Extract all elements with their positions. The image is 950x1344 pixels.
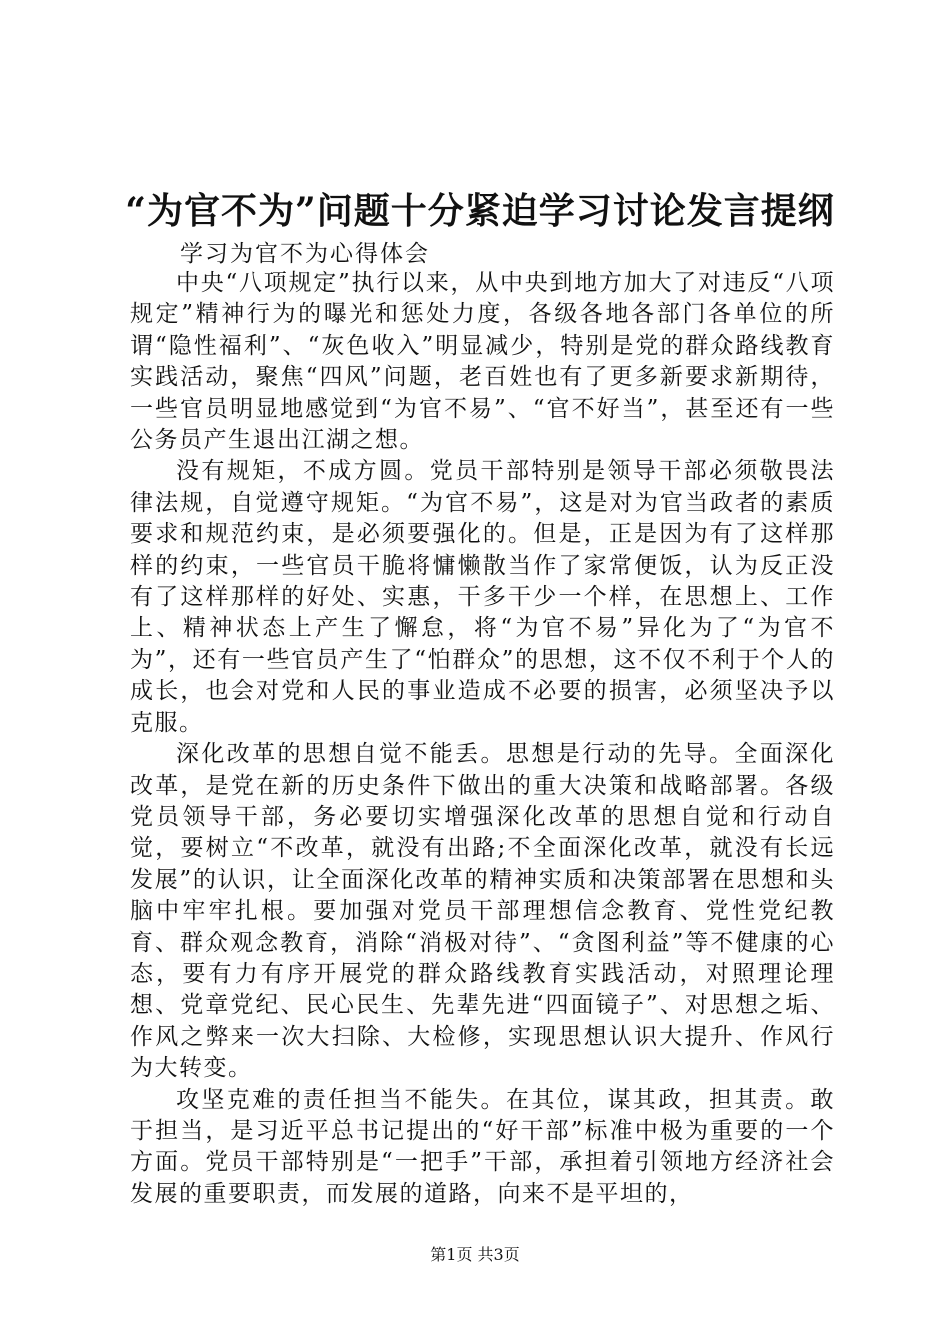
paragraph-2: 没有规矩，不成方圆。党员干部特别是领导干部必须敬畏法律法规，自觉遵守规矩。“为官不易”，这是对为官当政者的素质要求和规范约束，是必须要强化的。但是，正是因为有了这样那样的约束，一些官员干脆将慵懒散当作了家常便饭，认为反正没有了这样那样的好处、实惠，干多干少一个样，在思想上、工作上、精神状态上产生了懈怠，将“为官不易”异化为了“为官不为”，还有一些官员产生了“怕群众”的思想，这不仅不利于个人的成长，也会对党和人民的事业造成不必要的损害，必须坚决予以克服。 (130, 458, 835, 736)
document-subtitle: 学习为官不为心得体会 (180, 241, 430, 267)
paragraph-1: 中央“八项规定”执行以来，从中央到地方加大了对违反“八项规定”精神行为的曝光和惩处力度，各级各地各部门各单位的所谓“隐性福利”、“灰色收入”明显减少，特别是党的群众路线教育实践活动，聚焦“四风”问题，老百姓也有了更多新要求新期待，一些官员明显地感觉到“为官不易”、“官不好当”，甚至还有一些公务员产生退出江湖之想。 (130, 270, 835, 454)
document-body (130, 268, 835, 1210)
paragraph-3: 深化改革的思想自觉不能丢。思想是行动的先导。全面深化改革，是党在新的历史条件下做出的重大决策和战略部署。各级党员领导干部，务必要切实增强深化改革的思想自觉和行动自觉，要树立“不改革，就没有出路;不全面深化改革，就没有长远发展”的认识，让全面深化改革的精神实质和决策部署在思想和头脑中牢牢扎根。要加强对党员干部理想信念教育、党性党纪教育、群众观念教育，消除“消极对待”、“贪图利益”等不健康的心态，要有力有序开展党的群众路线教育实践活动，对照理论理想、党章党纪、民心民生、先辈先进“四面镜子”、对思想之垢、作风之弊来一次大扫除、大检修，实现思想认识大提升、作风行为大转变。 (130, 741, 835, 1082)
paragraph-4: 攻坚克难的责任担当不能失。在其位，谋其政，担其责。敢于担当，是习近平总书记提出的“好干部”标准中极为重要的一个方面。党员干部特别是“一把手”干部，承担着引领地方经济社会发展的重要职责，而发展的道路，向来不是平坦的， (130, 1086, 835, 1207)
page-number-footer: 第1页 共3页 (430, 1245, 520, 1264)
document-title: “为官不为”问题十分紧迫学习讨论发言提纲 (125, 190, 835, 232)
